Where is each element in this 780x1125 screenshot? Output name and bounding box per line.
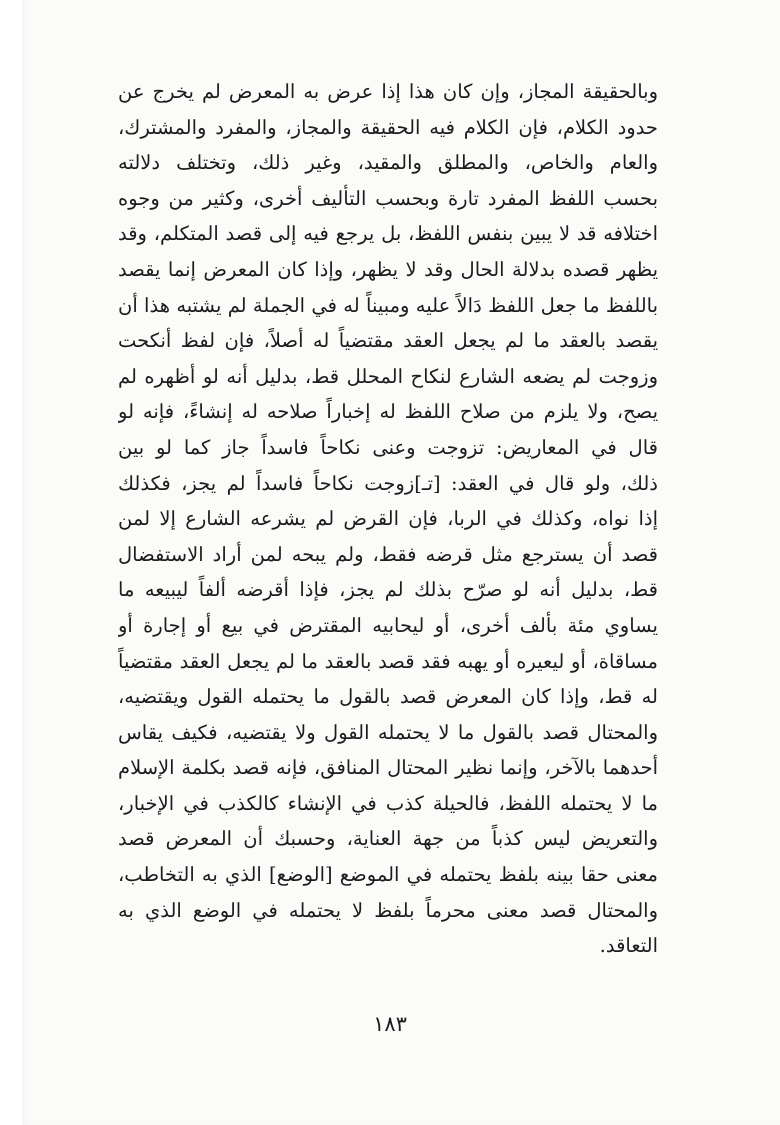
text-line: والمحتال قصد بالقول ما لا يحتمله القول ولا يقتضيه، فكيف يقاس: [118, 720, 658, 744]
text-line: مساقاة، أو ليعيره أو يهبه فقد قصد بالعقد ما لم يجعل العقد مقتضياً: [118, 649, 658, 673]
text-line: قال في المعاريض: تزوجت وعنى نكاحاً فاسداً جاز كما لو بين: [118, 435, 658, 459]
text-line: يساوي مئة بألف أخرى، أو ليحابيه المقترض في بيع أو إجارة أو: [118, 613, 658, 637]
page-number: ١٨٣: [373, 1012, 407, 1036]
text-line: وزوجت لم يضعه الشارع لنكاح المحلل قط، بدليل أنه لو أظهره لم: [118, 364, 658, 388]
text-line: ما لا يحتمله اللفظ، فالحيلة كذب في الإنشاء كالكذب في الإخبار،: [118, 791, 658, 815]
text-line: التعاقد.: [599, 934, 658, 958]
body-text: [118, 74, 658, 964]
text-line: أحدهما بالآخر، وإنما نظير المحتال المنافق، فإنه قصد بكلمة الإسلام: [118, 756, 658, 780]
text-line: قط، بدليل أنه لو صرّح بذلك لم يجز، فإذا أقرضه ألفاً ليبيعه ما: [118, 578, 658, 602]
text-line: والتعريض ليس كذباً من جهة العناية، وحسبك أن المعرض قصد: [118, 827, 658, 851]
text-line: ذلك، ولو قال في العقد: [تـ]زوجت نكاحاً فاسداً لم يجز، فكذلك: [118, 471, 658, 495]
text-line: وبالحقيقة المجاز، وإن كان هذا إذا عرض به المعرض لم يخرج عن: [118, 80, 658, 103]
text-line: باللفظ ما جعل اللفظ دَالاً عليه ومبيناً له في الجملة لم يشتبه هذا أن: [118, 293, 658, 317]
text-line: يقصد بالعقد ما لم يجعل العقد مقتضياً له أصلاً، فإن لفظ أنكحت: [118, 329, 658, 353]
text-line: والمحتال قصد معنى محرماً بلفظ لا يحتمله في الوضع الذي به: [118, 898, 658, 922]
text-line: معنى حقا بينه بلفظ يحتمله في الموضع [الوضع] الذي به التخاطب،: [118, 863, 658, 887]
text-line: حدود الكلام، فإن الكلام فيه الحقيقة والمجاز، والمفرد والمشترك،: [118, 115, 658, 139]
text-line: اختلافه قد لا يبين بنفس اللفظ، بل يرجع فيه إلى قصد المتكلم، وقد: [118, 222, 658, 246]
text-line: يظهر قصده بدلالة الحال وقد لا يظهر، وإذا كان المعرض إنما يقصد: [118, 257, 658, 281]
text-line: إذا نواه، وكذلك في الربا، فإن القرض لم يشرعه الشارع إلا لمن: [118, 507, 658, 531]
text-line: يصح، ولا يلزم من صلاح اللفظ له إخباراً صلاحه له إنشاءً، فإنه لو: [118, 400, 658, 424]
text-line: بحسب اللفظ المفرد تارة وبحسب التأليف أخرى، وكثير من وجوه: [118, 186, 658, 210]
text-line: والعام والخاص، والمطلق والمقيد، وغير ذلك، وتختلف دلالته: [118, 151, 658, 175]
text-line: له قط، وإذا كان المعرض قصد بالقول ما يحتمله القول ويقتضيه،: [118, 685, 658, 709]
text-line: قصد أن يسترجع مثل قرضه فقط، ولم يبحه لمن أراد الاستفضال: [118, 542, 658, 566]
